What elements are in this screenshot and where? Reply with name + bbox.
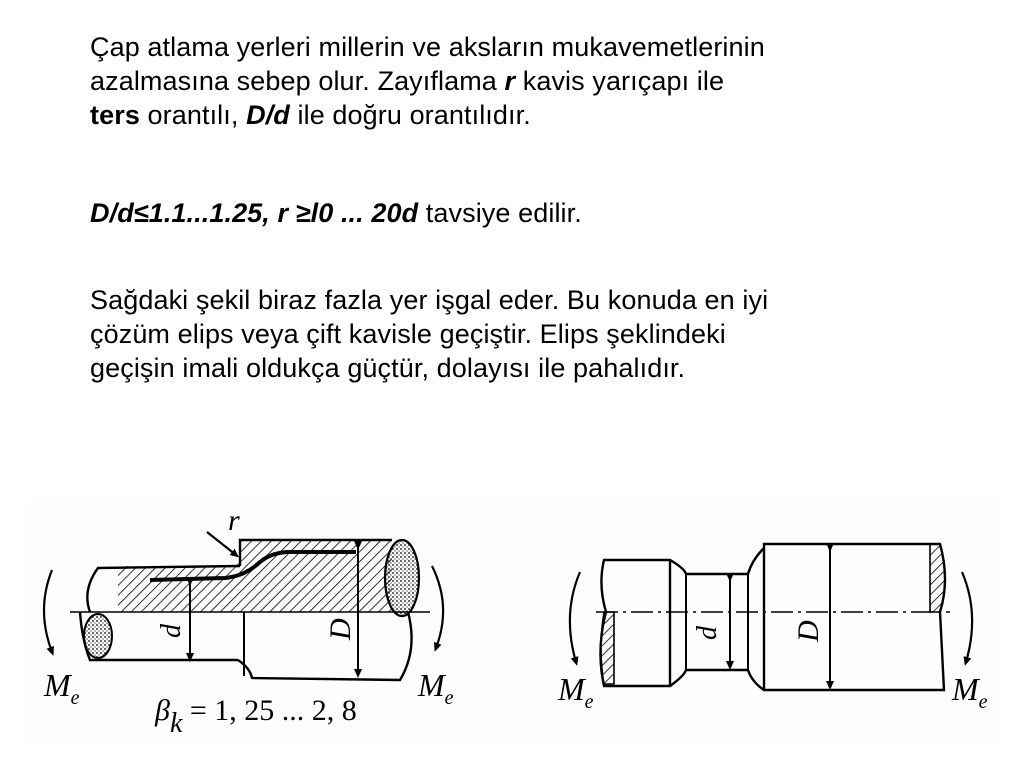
p3-line2: çözüm elips veya çift kavisle geçiştir. Elips şeklindeki	[90, 319, 726, 349]
right-moment-label-right: $M_e$	[952, 671, 988, 713]
p1-line3-mid: orantılı,	[139, 100, 247, 130]
right-d-label: d	[692, 626, 723, 640]
p1-Dd-term: D/d	[246, 100, 290, 130]
beta-formula: βk = 1, 25 ... 2, 8	[155, 694, 357, 739]
left-end-section	[385, 540, 419, 616]
p1-line2-pre: azalmasına sebep olur. Zayıflama	[90, 66, 505, 96]
right-D-label: D	[792, 620, 825, 642]
shaft-figures	[0, 490, 1024, 767]
paragraph-recommendation	[90, 196, 990, 230]
p1-line3-post: ile doğru orantılıdır.	[289, 100, 531, 130]
left-d-label: d	[156, 624, 187, 638]
left-moment-label-left: $M_e$	[44, 667, 80, 709]
p2-rest: tavsiye edilir.	[418, 198, 582, 228]
p1-ters-term: ters	[90, 100, 140, 130]
left-r-label: r	[228, 504, 240, 537]
p3-line1: Sağdaki şekil biraz fazla yer işgal eder. Bu konuda en iyi	[90, 285, 769, 315]
p1-line1: Çap atlama yerleri millerin ve aksların mukavemetlerinin	[90, 32, 765, 62]
left-moment-label-right: $M_e$	[418, 667, 454, 709]
paragraph-weakening	[90, 30, 990, 132]
p2-formula: D/d≤1.1...1.25, r ≥l0 ... 20d	[90, 198, 419, 228]
right-moment-label-left: $M_e$	[558, 671, 594, 713]
p3-line3: geçişin imali oldukça güçtür, dolayısı ile pahalıdır.	[90, 353, 686, 383]
p1-line2-post: kavis yarıçapı ile	[515, 66, 725, 96]
left-D-label: D	[324, 618, 357, 640]
paragraph-ellipse	[90, 283, 990, 385]
p1-r-term: r	[504, 66, 516, 96]
